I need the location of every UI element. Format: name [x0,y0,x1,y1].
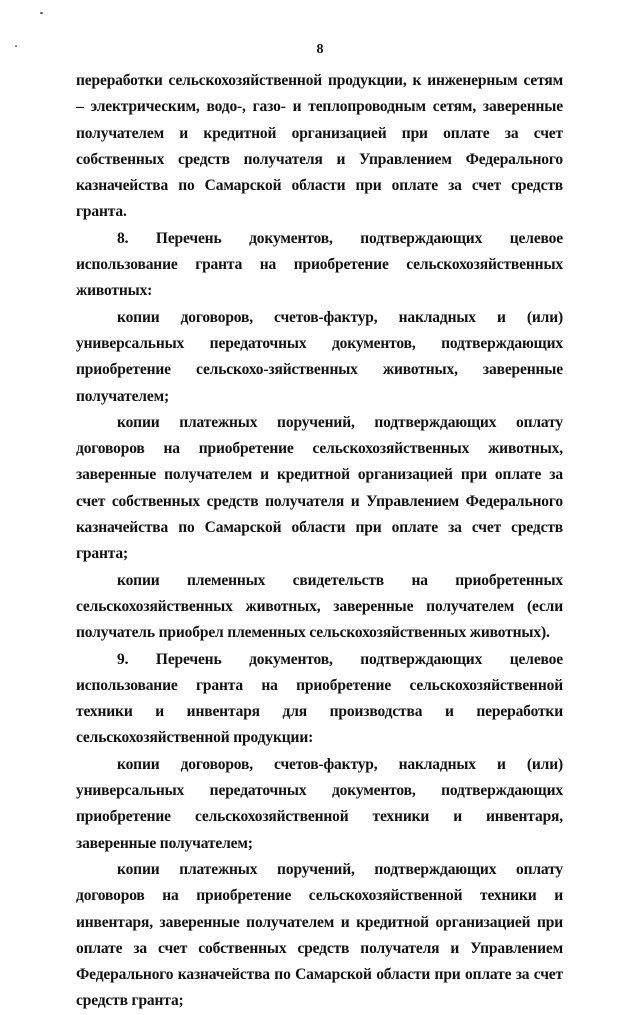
paragraph-item-8-breeding-certificates: копии племенных свидетельств на приобретенных сельскохозяйственных животных, заверенные получателем (если получатель приобрел племенных сельскохозяйственных животных). [76,571,563,642]
scan-speck [40,12,43,14]
paragraph-item-8-heading: 8. Перечень документов, подтверждающих целевое использование гранта на приобретение сельскохозяйственных животных: [76,229,563,300]
paragraph-item-8-contracts: копии договоров, счетов-фактур, накладных и (или) универсальных передаточных документов, подтверждающих приобретение сельскохо-зяйственных животных, заверенные получателем; [76,308,563,405]
page-number: 8 [316,42,324,57]
paragraph-item-9-payments: копии платежных поручений, подтверждающих оплату договоров на приобретение сельскохозяйственной техники и инвентаря, заверенные получателем и кредитной организацией при оплате за счет собственных средств получателя и Управлением Федерального казначейства по Самарской области при оплате за счет средств гранта; [76,860,563,1010]
paragraph-item-9-contracts: копии договоров, счетов-фактур, накладных и (или) универсальных передаточных документов, подтверждающих приобретение сельскохозяйственной техники и инвентаря, заверенные получателем; [76,755,563,852]
paragraph-item-8-payments: копии платежных поручений, подтверждающих оплату договоров на приобретение сельскохозяйственных животных, заверенные получателем и кредитной организацией при оплате за счет собственных средств получателя и Управлением Федерального казначейства по Самарской области при оплате за счет средств гранта; [76,413,563,563]
paragraph-item-9-heading: 9. Перечень документов, подтверждающих целевое использование гранта на приобретение сельскохозяйственной техники и инвентаря для производства и переработки сельскохозяйственной продукции: [76,650,563,747]
document-body [76,68,563,1015]
paragraph-continuation: переработки сельскохозяйственной продукции, к инженерным сетям – электрическим, водо-, газо- и теплопроводным сетям, заверенные получателем и кредитной организацией при оплате за счет собственных средств получателя и Управлением Федерального казначейства по Самарской области при оплате за счет средств гранта. [76,72,563,221]
